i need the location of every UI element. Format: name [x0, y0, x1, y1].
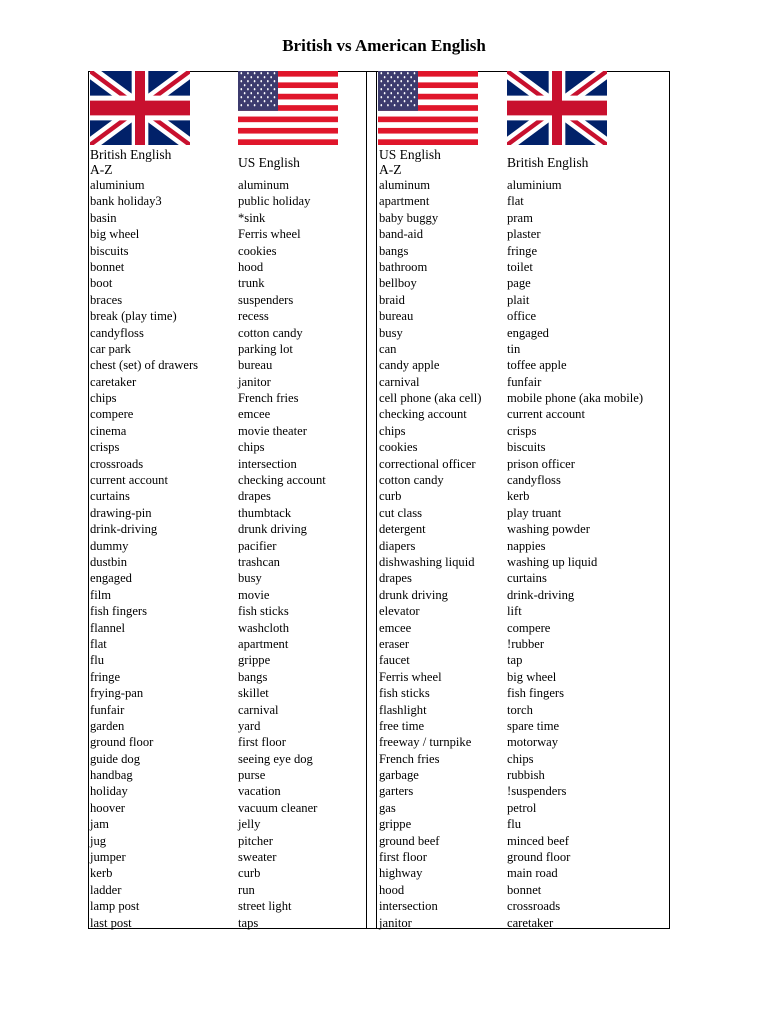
column-header-british — [90, 147, 171, 177]
list-item: toilet — [507, 259, 533, 274]
uk-flag-icon — [90, 71, 190, 145]
list-item: bangs — [379, 243, 409, 258]
list-item: aluminium — [90, 178, 145, 192]
list-item: crossroads — [507, 899, 561, 914]
list-item: skillet — [238, 686, 269, 701]
list-item: first floor — [379, 850, 427, 865]
list-item: drunk driving — [238, 522, 307, 537]
list-item: candy apple — [379, 358, 440, 373]
list-item: flashlight — [379, 702, 427, 717]
list-item: aluminium — [507, 178, 562, 192]
list-item: drunk driving — [379, 587, 448, 602]
list-item: basin — [90, 210, 117, 225]
word-list-british — [507, 177, 643, 931]
list-item: garters — [379, 784, 414, 799]
list-item: cotton candy — [379, 473, 444, 488]
list-item: washing up liquid — [507, 554, 598, 569]
list-item: crisps — [90, 440, 120, 455]
list-item: last post — [90, 915, 132, 930]
list-item: seeing eye dog — [238, 751, 313, 766]
list-item: movie theater — [238, 423, 307, 438]
list-item: pram — [507, 210, 533, 225]
list-item: film — [90, 587, 111, 602]
list-item: !suspenders — [507, 784, 567, 799]
list-item: baby buggy — [379, 210, 439, 225]
list-item: cookies — [238, 243, 277, 258]
list-item: aluminum — [379, 178, 431, 192]
uk-flag-icon — [507, 71, 607, 145]
list-item: fringe — [507, 243, 538, 258]
list-item: mobile phone (aka mobile) — [507, 391, 644, 406]
list-item: washcloth — [238, 620, 290, 635]
list-item: freeway / turnpike — [379, 735, 472, 750]
list-item: caretaker — [90, 374, 137, 389]
list-item: ground floor — [90, 735, 154, 750]
list-item: page — [507, 276, 531, 291]
list-item: Ferris wheel — [238, 227, 301, 242]
list-item: engaged — [90, 571, 132, 586]
us-flag-icon — [238, 71, 338, 145]
list-item: cut class — [379, 505, 423, 520]
list-item: tap — [507, 653, 523, 668]
list-item: frying-pan — [90, 686, 144, 701]
list-item: break (play time) — [90, 309, 177, 324]
list-item: drawing-pin — [90, 505, 152, 520]
list-item: *sink — [238, 210, 266, 225]
list-item: garden — [90, 718, 125, 733]
list-item: ground beef — [379, 833, 440, 848]
list-item: band-aid — [379, 227, 424, 242]
us-flag-icon — [378, 71, 478, 145]
list-item: jelly — [238, 817, 261, 832]
list-item: flu — [90, 653, 104, 668]
list-item: chips — [507, 751, 534, 766]
list-item: aluminum — [238, 178, 290, 192]
list-item: fish fingers — [507, 686, 565, 701]
list-item: highway — [379, 866, 423, 881]
list-item: checking account — [238, 473, 326, 488]
list-item: purse — [238, 768, 266, 783]
table-divider — [366, 71, 367, 929]
list-item: motorway — [507, 735, 559, 750]
list-item: emcee — [238, 407, 271, 422]
list-item: funfair — [90, 702, 125, 717]
list-item: current account — [507, 407, 585, 422]
list-item: biscuits — [507, 440, 546, 455]
list-item: curb — [238, 866, 261, 881]
list-item: French fries — [238, 391, 299, 406]
list-item: busy — [238, 571, 262, 586]
list-item: intersection — [379, 899, 438, 914]
list-item: run — [238, 882, 255, 897]
list-item: nappies — [507, 538, 546, 553]
list-item: busy — [379, 325, 403, 340]
list-item: torch — [507, 702, 533, 717]
list-item: hood — [238, 259, 264, 274]
list-item: crisps — [507, 423, 537, 438]
column-header-us — [379, 147, 441, 177]
list-item: checking account — [379, 407, 467, 422]
list-item: intersection — [238, 456, 297, 471]
list-item: drapes — [238, 489, 271, 504]
list-item: play truant — [507, 505, 562, 520]
list-item: carnival — [379, 374, 420, 389]
list-item: petrol — [507, 800, 537, 815]
list-item: apartment — [379, 194, 430, 209]
list-item: can — [379, 341, 397, 356]
word-list-british — [90, 177, 198, 931]
word-list-us — [238, 177, 326, 931]
list-item: dishwashing liquid — [379, 554, 475, 569]
list-item: braces — [90, 292, 123, 307]
list-item: recess — [238, 309, 269, 324]
list-item: trashcan — [238, 554, 280, 569]
list-item: diapers — [379, 538, 416, 553]
list-item: jug — [90, 833, 107, 848]
header-line: A-Z — [90, 162, 113, 177]
list-item: janitor — [238, 374, 271, 389]
column-header-british: British English — [507, 155, 589, 170]
list-item: bonnet — [507, 882, 542, 897]
list-item: handbag — [90, 768, 133, 783]
list-item: emcee — [379, 620, 412, 635]
list-item: guide dog — [90, 751, 141, 766]
column-header-us: US English — [238, 155, 300, 170]
list-item: first floor — [238, 735, 286, 750]
list-item: carnival — [238, 702, 279, 717]
list-item: taps — [238, 915, 259, 930]
list-item: washing powder — [507, 522, 590, 537]
list-item: tin — [507, 341, 521, 356]
list-item: plaster — [507, 227, 541, 242]
list-item: cinema — [90, 423, 127, 438]
list-item: pacifier — [238, 538, 277, 553]
list-item: candyfloss — [507, 473, 561, 488]
list-item: crossroads — [90, 456, 144, 471]
list-item: biscuits — [90, 243, 129, 258]
list-item: dustbin — [90, 554, 128, 569]
list-item: ground floor — [507, 850, 571, 865]
list-item: sweater — [238, 850, 277, 865]
list-item: boot — [90, 276, 113, 291]
list-item: free time — [379, 718, 425, 733]
list-item: jam — [90, 817, 109, 832]
list-item: prison officer — [507, 456, 575, 471]
list-item: drink-driving — [507, 587, 575, 602]
list-item: curtains — [90, 489, 130, 504]
list-item: hoover — [90, 800, 125, 815]
list-item: parking lot — [238, 341, 293, 356]
list-item: lamp post — [90, 899, 140, 914]
list-item: minced beef — [507, 833, 569, 848]
list-item: apartment — [238, 636, 289, 651]
list-item: plait — [507, 292, 530, 307]
list-item: elevator — [379, 604, 420, 619]
list-item: chips — [379, 423, 406, 438]
page-title: British vs American English — [282, 36, 486, 55]
list-item: curtains — [507, 571, 547, 586]
list-item: vacuum cleaner — [238, 800, 318, 815]
list-item: caretaker — [507, 915, 554, 930]
list-item: jumper — [90, 850, 126, 865]
list-item: faucet — [379, 653, 410, 668]
header-line: British English — [90, 147, 172, 162]
list-item: engaged — [507, 325, 549, 340]
list-item: suspenders — [238, 292, 294, 307]
list-item: bureau — [238, 358, 273, 373]
list-item: compere — [507, 620, 551, 635]
list-item: curb — [379, 489, 402, 504]
list-item: flat — [90, 636, 107, 651]
header-line: US English — [379, 147, 441, 162]
list-item: flu — [507, 817, 521, 832]
list-item: fish sticks — [379, 686, 430, 701]
list-item: rubbish — [507, 768, 545, 783]
list-item: current account — [90, 473, 168, 488]
list-item: lift — [507, 604, 522, 619]
list-item: ladder — [90, 882, 122, 897]
list-item: correctional officer — [379, 456, 476, 471]
list-item: chips — [238, 440, 265, 455]
list-item: bangs — [238, 669, 268, 684]
list-item: grippe — [238, 653, 271, 668]
list-item: flat — [507, 194, 524, 209]
list-item: gas — [379, 800, 396, 815]
list-item: !rubber — [507, 636, 545, 651]
list-item: chips — [90, 391, 117, 406]
list-item: candyfloss — [90, 325, 144, 340]
list-item: bonnet — [90, 259, 125, 274]
list-item: hood — [379, 882, 405, 897]
list-item: bureau — [379, 309, 414, 324]
list-item: garbage — [379, 768, 419, 783]
list-item: pitcher — [238, 833, 273, 848]
list-item: fringe — [90, 669, 121, 684]
list-item: fish sticks — [238, 604, 289, 619]
list-item: compere — [90, 407, 134, 422]
list-item: bathroom — [379, 259, 428, 274]
list-item: public holiday — [238, 194, 311, 209]
list-item: street light — [238, 899, 292, 914]
table-divider — [376, 71, 377, 929]
list-item: toffee apple — [507, 358, 567, 373]
word-list-us — [379, 177, 481, 931]
list-item: French fries — [379, 751, 440, 766]
list-item: dummy — [90, 538, 129, 553]
list-item: fish fingers — [90, 604, 148, 619]
list-item: braid — [379, 292, 405, 307]
list-item: cookies — [379, 440, 418, 455]
list-item: holiday — [90, 784, 128, 799]
list-item: grippe — [379, 817, 412, 832]
list-item: eraser — [379, 636, 410, 651]
list-item: kerb — [507, 489, 530, 504]
list-item: bank holiday3 — [90, 194, 162, 209]
list-item: kerb — [90, 866, 113, 881]
list-item: thumbtack — [238, 505, 292, 520]
list-item: big wheel — [507, 669, 557, 684]
list-item: spare time — [507, 718, 560, 733]
list-item: big wheel — [90, 227, 140, 242]
list-item: cotton candy — [238, 325, 303, 340]
list-item: yard — [238, 718, 261, 733]
list-item: main road — [507, 866, 558, 881]
list-item: detergent — [379, 522, 426, 537]
list-item: Ferris wheel — [379, 669, 442, 684]
list-item: janitor — [379, 915, 412, 930]
header-line: A-Z — [379, 162, 402, 177]
list-item: bellboy — [379, 276, 417, 291]
list-item: cell phone (aka cell) — [379, 391, 482, 406]
list-item: funfair — [507, 374, 542, 389]
list-item: flannel — [90, 620, 125, 635]
list-item: trunk — [238, 276, 265, 291]
list-item: drapes — [379, 571, 412, 586]
list-item: movie — [238, 587, 270, 602]
list-item: vacation — [238, 784, 281, 799]
list-item: office — [507, 309, 537, 324]
list-item: drink-driving — [90, 522, 158, 537]
list-item: car park — [90, 341, 131, 356]
list-item: chest (set) of drawers — [90, 358, 199, 373]
